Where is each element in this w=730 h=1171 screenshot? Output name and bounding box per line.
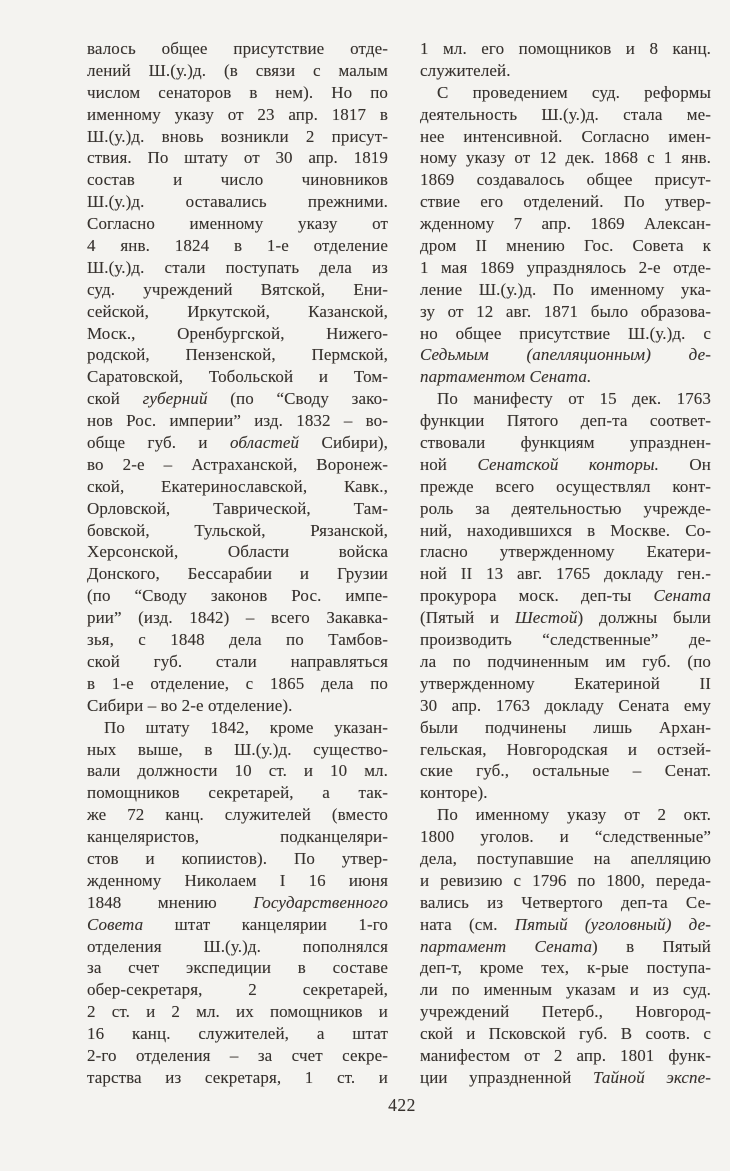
text-segment: же 72 канц. служителей (вместо [87,805,388,825]
text-line [420,695,711,717]
text-line [87,520,388,542]
text-line [420,870,711,892]
text-line [87,1067,388,1089]
text-line [420,1067,711,1089]
text-segment: По штату 1842, кроме указан- [104,717,388,737]
text-line [420,323,711,345]
text-line [420,651,711,673]
text-segment: Сибири), [299,433,389,453]
text-segment: обер-секретаря, 2 секретарей, [87,980,388,1000]
text-segment: в 1-е отделение, с 1865 дела по [87,673,388,693]
text-segment: Орловской, Таврической, Там- [87,498,388,518]
text-segment: манифестом от 2 апр. 1801 функ- [420,1045,711,1065]
text-segment: ской [87,389,143,409]
text-line [420,826,711,848]
text-segment: ната (см. [420,914,515,934]
text-line [420,1001,711,1023]
italic-text-segment: Государственного [253,892,388,912]
italic-text-segment: Совета [87,914,144,934]
text-segment: конторе). [420,783,488,803]
text-segment: суд. учреждений Вятской, Ени- [87,279,388,299]
text-segment: Донского, Бессарабии и Грузии [87,564,388,584]
text-segment: ствовали функциям упразднен- [420,433,711,453]
text-line [420,388,711,410]
text-segment: ла по подчиненным им губ. (по [420,651,711,671]
text-segment: прежде всего осуществлял конт- [420,476,711,496]
text-segment: сейской, Иркутской, Казанской, [87,301,388,321]
text-line [87,344,388,366]
italic-text-segment: Седьмым (апелляционным) де- [420,345,711,365]
text-line [420,147,711,169]
text-segment: бовской, Тульской, Рязанской, [87,520,388,540]
text-line [87,213,388,235]
text-line [420,782,711,804]
text-line [420,739,711,761]
text-segment: 1 мая 1869 упразднялось 2-е отде- [420,257,711,277]
text-segment: 30 апр. 1763 докладу Сената ему [420,695,711,715]
text-segment: зу от 12 авг. 1871 было образова- [420,301,711,321]
text-line [420,760,711,782]
text-segment: зья, с 1848 дела по Тамбов- [87,630,388,650]
text-segment: ной II 13 авг. 1765 докладу ген.- [420,564,711,584]
text-line [420,82,711,104]
text-segment: По манифесту от 15 дек. 1763 [437,389,711,409]
text-segment: родской, Пензенской, Пермской, [87,345,388,365]
text-line [87,169,388,191]
text-segment: отделения Ш.(у.)д. пополнялся [87,936,388,956]
text-line [87,476,388,498]
text-segment: дром II мнению Гос. Совета к [420,236,711,256]
text-line [87,323,388,345]
text-line [420,936,711,958]
text-segment: 2 ст. и 2 мл. их помощников и [87,1002,388,1022]
text-segment: Согласно именному указу от [87,214,388,234]
text-line [87,870,388,892]
text-segment: ление Ш.(у.)д. По именному ука- [420,279,711,299]
text-segment: Он [658,454,711,474]
text-line [420,235,711,257]
text-segment: утвержденному Екатериной II [420,673,711,693]
text-line [87,432,388,454]
text-segment: ному указу от 12 дек. 1868 с 1 янв. [420,148,711,168]
text-segment: 4 янв. 1824 в 1-е отделение [87,236,388,256]
text-line [87,892,388,914]
text-segment: Ш.(у.)д. стали поступать дела из [87,257,388,277]
text-line [420,213,711,235]
text-segment: ствия. По штату от 30 апр. 1819 [87,148,388,168]
text-line [87,717,388,739]
text-segment: валось общее присутствие отде- [87,39,388,58]
text-line [87,629,388,651]
text-line [420,38,711,60]
text-line [420,344,711,366]
text-segment: ли по именным указам и из суд. [420,980,711,1000]
italic-text-segment: Пятый (уголовный) де- [514,914,711,934]
text-line [87,695,388,717]
text-line [420,126,711,148]
text-line [420,257,711,279]
text-segment: Саратовской, Тобольской и Том- [87,367,388,387]
text-line [87,957,388,979]
text-segment: 1869 создавалось общее присут- [420,170,711,190]
text-segment: канцеляристов, подканцеляри- [87,827,388,847]
text-line [420,914,711,936]
text-line [420,717,711,739]
text-segment: вали должности 10 ст. и 10 мл. [87,761,388,781]
text-segment: гласно утвержденному Екатери- [420,542,711,562]
text-line [420,848,711,870]
text-segment: гельская, Новгородская и остзей- [420,739,711,759]
text-segment: обще губ. и [87,433,230,453]
text-segment: за счет экспедиции в составе [87,958,388,978]
text-line [420,957,711,979]
text-segment: 1800 уголов. и “следственные” [420,827,711,847]
text-segment: По именному указу от 2 окт. [437,805,711,825]
text-segment: ции упраздненной [420,1067,593,1087]
text-line [87,82,388,104]
text-line [87,126,388,148]
text-line [420,607,711,629]
text-line [87,498,388,520]
text-line [420,410,711,432]
text-segment: деятельность Ш.(у.)д. стала ме- [420,104,711,124]
text-line [87,782,388,804]
text-segment: служителей. [420,60,511,80]
text-line [420,104,711,126]
text-segment: ской, Екатеринославской, Кавк., [87,476,388,496]
text-line [87,257,388,279]
text-segment: дела, поступавшие на апелляцию [420,848,711,868]
text-line [420,520,711,542]
text-line [420,1045,711,1067]
text-line [420,60,711,82]
text-segment: ний, находившихся в Москве. Со- [420,520,711,540]
text-line [420,169,711,191]
text-line [87,651,388,673]
text-segment: производить “следственные” де- [420,630,711,650]
text-segment: 2-го отделения – за счет секре- [87,1045,388,1065]
text-segment: помощников секретарей, а так- [87,783,388,803]
text-line [87,60,388,82]
text-line [87,301,388,323]
text-line [420,673,711,695]
italic-text-segment: Шестой [514,608,578,628]
text-segment: 1 мл. его помощников и 8 канц. [420,39,711,58]
text-segment: нее интенсивной. Согласно имен- [420,126,711,146]
text-segment: ) в Пятый [592,936,711,956]
italic-text-segment: партамент Сената [420,936,593,956]
text-segment: ствие его отделений. По утвер- [420,192,711,212]
text-line [87,366,388,388]
text-line [420,563,711,585]
text-line [420,279,711,301]
text-line [87,585,388,607]
text-line [87,191,388,213]
text-line [420,585,711,607]
text-line [87,607,388,629]
text-line [87,235,388,257]
text-segment: жденному Николаем I 16 июня [87,870,388,890]
text-line [420,498,711,520]
italic-text-segment: Сенатской конторы. [477,454,659,474]
italic-text-segment: партаментом Сената. [420,367,592,387]
text-segment: функции Пятого деп-та соответ- [420,411,711,431]
italic-text-segment: областей [229,433,300,453]
text-segment: прокурора моск. деп-ты [420,586,654,606]
text-line [87,147,388,169]
text-line [87,563,388,585]
text-segment: учреждений Петерб., Новгород- [420,1002,711,1022]
text-line [420,629,711,651]
text-line [420,979,711,1001]
text-line [87,454,388,476]
right-column [420,38,711,1089]
text-line [420,476,711,498]
text-segment: (Пятый и [420,608,515,628]
text-segment: вались из Четвертого деп-та Се- [420,892,711,912]
text-line [87,673,388,695]
text-segment: стов и копиистов). По утвер- [87,848,388,868]
text-segment: жденному 7 апр. 1869 Алексан- [420,214,711,234]
text-segment: ской и Псковской губ. В соотв. с [420,1024,711,1044]
text-segment: 1848 мнению [87,892,254,912]
text-line [420,541,711,563]
text-segment: лений Ш.(у.)д. (в связи с малым [87,60,388,80]
text-line [87,410,388,432]
text-segment: тарства из секретаря, 1 ст. и [87,1067,388,1087]
text-segment: рии” (изд. 1842) – всего Закавка- [87,608,388,628]
italic-text-segment: Тайной экспе- [592,1067,711,1087]
text-segment: нов Рос. империи” изд. 1832 – во- [87,411,388,431]
text-line [87,914,388,936]
text-line [87,739,388,761]
text-segment: ных выше, в Ш.(у.)д. существо- [87,739,388,759]
text-line [420,804,711,826]
text-line [420,454,711,476]
text-segment: 16 канц. служителей, а штат [87,1024,388,1044]
text-segment: ной [420,454,478,474]
text-line [87,1023,388,1045]
text-line [87,760,388,782]
italic-text-segment: Сената [653,586,711,606]
text-segment: деп-т, кроме тех, к-рые поступа- [420,958,711,978]
text-line [420,301,711,323]
text-line [420,432,711,454]
text-segment: (по “Своду зако- [207,389,388,409]
text-segment: но общее присутствие Ш.(у.)д. с [420,323,711,343]
text-line [87,279,388,301]
text-line [420,191,711,213]
text-line [420,1023,711,1045]
text-line [87,826,388,848]
text-segment: С проведением суд. реформы [437,82,711,102]
text-segment: роль за деятельностью учрежде- [420,498,711,518]
text-line [87,979,388,1001]
text-segment: ) должны были [577,608,711,628]
text-segment: Моск., Оренбургской, Нижего- [87,323,388,343]
text-line [87,848,388,870]
text-line [87,104,388,126]
page-number: 422 [388,1095,416,1115]
text-line [420,892,711,914]
text-line [87,541,388,563]
text-segment: штат канцелярии 1-го [143,914,388,934]
text-segment: Херсонской, Области войска [87,542,388,562]
text-segment: (по “Своду законов Рос. импе- [87,586,388,606]
text-line [87,38,388,60]
text-line [420,366,711,388]
text-segment: Ш.(у.)д. оставались прежними. [87,192,388,212]
text-segment: состав и число чиновников [87,170,388,190]
text-line [87,1045,388,1067]
text-segment: числом сенаторов в нем). Но по [87,82,388,102]
text-line [87,1001,388,1023]
text-segment: ской губ. стали направляться [87,651,388,671]
text-line [87,804,388,826]
text-segment: именному указу от 23 апр. 1817 в [87,104,388,124]
text-segment: и ревизию с 1796 по 1800, переда- [420,870,711,890]
left-column [87,38,388,1089]
text-line [87,936,388,958]
italic-text-segment: губерний [142,389,208,409]
text-segment: во 2-е – Астраханской, Воронеж- [87,454,388,474]
text-segment: были подчинены лишь Архан- [420,717,711,737]
text-segment: Ш.(у.)д. вновь возникли 2 присут- [87,126,388,146]
text-segment: Сибири – во 2-е отделение). [87,695,293,715]
text-segment: ские губ., остальные – Сенат. [420,761,711,781]
text-line [87,388,388,410]
